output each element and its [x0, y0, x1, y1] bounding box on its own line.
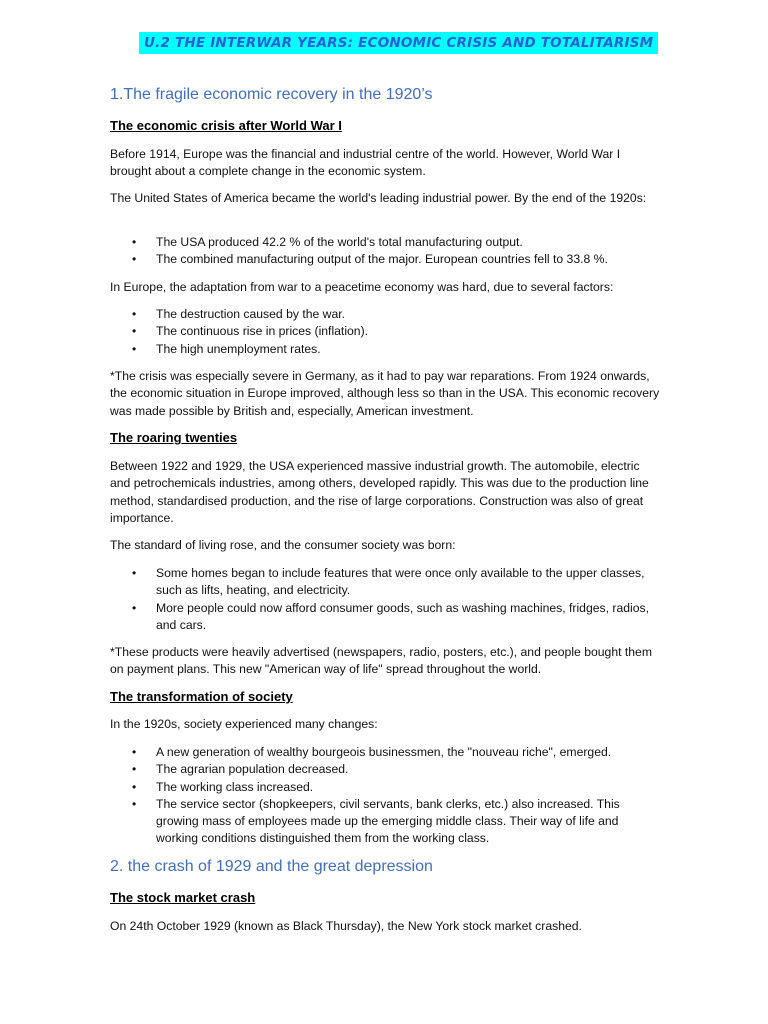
bullet-icon: •: [132, 779, 137, 794]
list-item: • The high unemployment rates.: [110, 341, 660, 358]
paragraph-advertising: *These products were heavily advertised (newspapers, radio, posters, etc.), and people bought them on payment plans. This new "American way of life" spread throughout the world.: [110, 645, 652, 677]
bullet-icon: •: [132, 235, 137, 249]
paragraph-germany-crisis: *The crisis was especially severe in Germany, as it had to pay war reparations. From 1924 onwards, the economic situation in Europe improved, although less so than in the USA. This economic recovery was made possible by British and, especially, American investment.: [110, 369, 660, 418]
document-title: U.2 THE INTERWAR YEARS: ECONOMIC CRISIS AND TOTALITARISM: [139, 32, 658, 54]
subheading-roaring-twenties: The roaring twenties: [110, 430, 238, 445]
bullet-icon: •: [132, 600, 137, 615]
list-item: • The working class increased.: [110, 779, 660, 796]
paragraph-black-thursday: On 24th October 1929 (known as Black Thursday), the New York stock market crashed.: [110, 919, 582, 933]
paragraph-usa-power: The United States of America became the world's leading industrial power. By the end of the 1920s:: [110, 191, 647, 205]
list-item: • More people could now afford consumer goods, such as washing machines, fridges, radios, and cars.: [132, 600, 649, 632]
document-title-wrap: [139, 32, 658, 54]
list-usa-output: [110, 234, 660, 269]
bullet-icon: •: [132, 745, 137, 759]
paragraph-before-1914: Before 1914, Europe was the financial and industrial centre of the world. However, World War I brought about a complete change in the economic system.: [110, 147, 621, 179]
subheading-transformation-of-society: The transformation of society: [110, 689, 293, 704]
list-item: • The service sector (shopkeepers, civil servants, bank clerks, etc.) also increased. This growing mass of employees made up the emerging middle class. Their way of life and working conditions distinguished them from the working class.: [132, 796, 620, 846]
bullet-icon: •: [132, 341, 137, 356]
list-item: • The destruction caused by the war.: [110, 306, 660, 323]
bullet-icon: •: [132, 252, 137, 267]
bullet-icon: •: [132, 566, 137, 580]
list-item: • The continuous rise in prices (inflation).: [110, 323, 660, 340]
list-society-changes: [110, 744, 660, 848]
list-item: • A new generation of wealthy bourgeois businessmen, the "nouveau riche", emerged.: [110, 744, 660, 761]
list-consumer-society: [110, 565, 660, 634]
bullet-icon: •: [132, 324, 137, 339]
paragraph-standard-of-living: The standard of living rose, and the consumer society was born:: [110, 538, 456, 552]
paragraph-industrial-growth: Between 1922 and 1929, the USA experienced massive industrial growth. The automobile, electric and petrochemicals industries, among others, developed rapidly. This was due to the production line method, standardised production, and the rise of large corporations. Construction was also of great importance.: [110, 459, 649, 525]
bullet-icon: •: [132, 762, 137, 777]
paragraph-europe-adaptation: In Europe, the adaptation from war to a peacetime economy was hard, due to several factors:: [110, 280, 614, 294]
subheading-stock-market-crash: The stock market crash: [110, 890, 256, 905]
subheading-economic-crisis: The economic crisis after World War I: [110, 118, 342, 133]
paragraph-society-changes: In the 1920s, society experienced many changes:: [110, 717, 378, 731]
list-item: • The agrarian population decreased.: [110, 761, 660, 778]
bullet-icon: •: [132, 796, 137, 811]
section-1-heading: 1.The fragile economic recovery in the 1920’s: [110, 86, 433, 103]
bullet-icon: •: [132, 307, 137, 321]
list-item: • The combined manufacturing output of the major. European countries fell to 33.8 %.: [110, 251, 660, 268]
section-2-heading: 2. the crash of 1929 and the great depression: [110, 858, 433, 875]
list-factors: [110, 306, 660, 358]
list-item: • The USA produced 42.2 % of the world's total manufacturing output.: [110, 234, 660, 251]
list-item: • Some homes began to include features that were once only available to the upper classes, such as lifts, heating, and electricity.: [132, 566, 645, 598]
